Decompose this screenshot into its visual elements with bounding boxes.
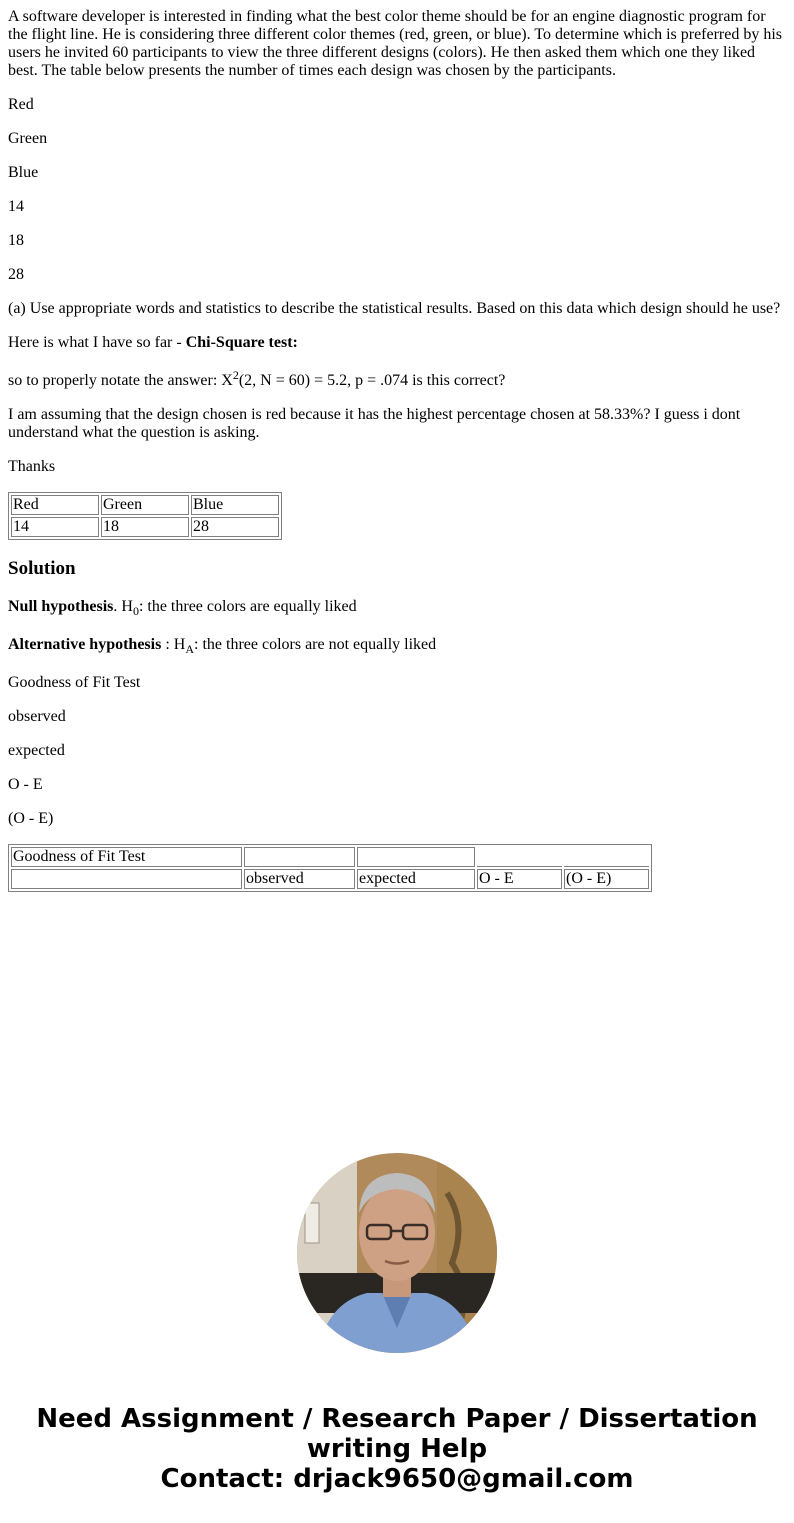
table-cell: 18 bbox=[101, 517, 189, 537]
solution-line-o-e: O - E bbox=[8, 776, 43, 793]
table-cell-empty bbox=[477, 847, 562, 867]
table-cell: 14 bbox=[11, 517, 99, 537]
footer-banner bbox=[0, 1404, 794, 1494]
table-cell: Goodness of Fit Test bbox=[11, 847, 242, 867]
alt-label: Alternative hypothesis bbox=[8, 636, 162, 653]
table-cell: observed bbox=[244, 869, 355, 889]
alt-sep: : H bbox=[161, 636, 186, 653]
table-cell: expected bbox=[357, 869, 475, 889]
goodness-of-fit-table bbox=[8, 844, 652, 892]
null-label: Null hypothesis bbox=[8, 598, 114, 615]
table-cell: Red bbox=[11, 495, 99, 515]
list-line-red: Red bbox=[8, 96, 34, 113]
footer-line-1: Need Assignment / Research Paper / Dissertation bbox=[36, 1404, 758, 1434]
solution-line-gof: Goodness of Fit Test bbox=[8, 674, 141, 691]
table-cell-empty bbox=[564, 847, 649, 867]
notation-line bbox=[8, 368, 786, 390]
thanks-text: Thanks bbox=[8, 458, 56, 475]
table-row bbox=[11, 847, 649, 867]
solution-line-observed: observed bbox=[8, 708, 66, 725]
table-row bbox=[11, 495, 279, 515]
table-cell bbox=[357, 847, 475, 867]
table-cell bbox=[244, 847, 355, 867]
footer-contact: Contact: drjack9650@gmail.com bbox=[160, 1464, 634, 1494]
assumption-text: I am assuming that the design chosen is red because it has the highest percentage chosen at 58.33%? I guess i dont understand what the question is asking. bbox=[8, 406, 741, 441]
footer-line-2: writing Help bbox=[306, 1434, 488, 1464]
notation-before: so to properly notate the answer: X bbox=[8, 372, 233, 389]
solution-line-o-e-paren: (O - E) bbox=[8, 810, 54, 827]
question-part-a: (a) Use appropriate words and statistics to describe the statistical results. Based on this data which design should he use? bbox=[8, 300, 781, 317]
notation-sup: 2 bbox=[232, 368, 239, 382]
question-intro: A software developer is interested in finding what the best color theme should be for an engine diagnostic program for the flight line. He is considering three different color themes (red, green, or blue). To determine which is preferred by his users he invited 60 participants to view the three different designs (colors). He then asked them which one they liked best. The table below presents the number of times each design was chosen by the participants. bbox=[8, 8, 783, 79]
alt-text: : the three colors are not equally liked bbox=[194, 636, 437, 653]
null-text: : the three colors are equally liked bbox=[138, 598, 357, 615]
list-line-blue: Blue bbox=[8, 164, 39, 181]
so-far-line bbox=[8, 334, 786, 352]
solution-heading: Solution bbox=[8, 558, 76, 579]
color-counts-table bbox=[8, 492, 282, 540]
alternative-hypothesis bbox=[8, 636, 786, 654]
table-cell: 28 bbox=[191, 517, 279, 537]
avatar bbox=[297, 1153, 497, 1353]
so-far-prefix: Here is what I have so far - bbox=[8, 334, 186, 351]
table-cell bbox=[11, 869, 242, 889]
list-line-green: Green bbox=[8, 130, 48, 147]
table-row bbox=[11, 869, 649, 889]
portrait-image bbox=[297, 1153, 497, 1353]
solution-line-expected: expected bbox=[8, 742, 65, 759]
null-sep: . H bbox=[113, 598, 133, 615]
so-far-bold: Chi-Square test: bbox=[185, 334, 298, 351]
table-cell: O - E bbox=[477, 869, 562, 889]
alt-sub: A bbox=[185, 642, 194, 656]
list-line-14: 14 bbox=[8, 198, 24, 215]
table-cell: Green bbox=[101, 495, 189, 515]
table-cell: (O - E) bbox=[564, 869, 649, 889]
table-row bbox=[11, 517, 279, 537]
table-cell: Blue bbox=[191, 495, 279, 515]
null-sub: 0 bbox=[132, 604, 139, 618]
list-line-28: 28 bbox=[8, 266, 24, 283]
null-hypothesis bbox=[8, 598, 786, 616]
list-line-18: 18 bbox=[8, 232, 24, 249]
notation-after: (2, N = 60) = 5.2, p = .074 is this correct? bbox=[238, 372, 506, 389]
